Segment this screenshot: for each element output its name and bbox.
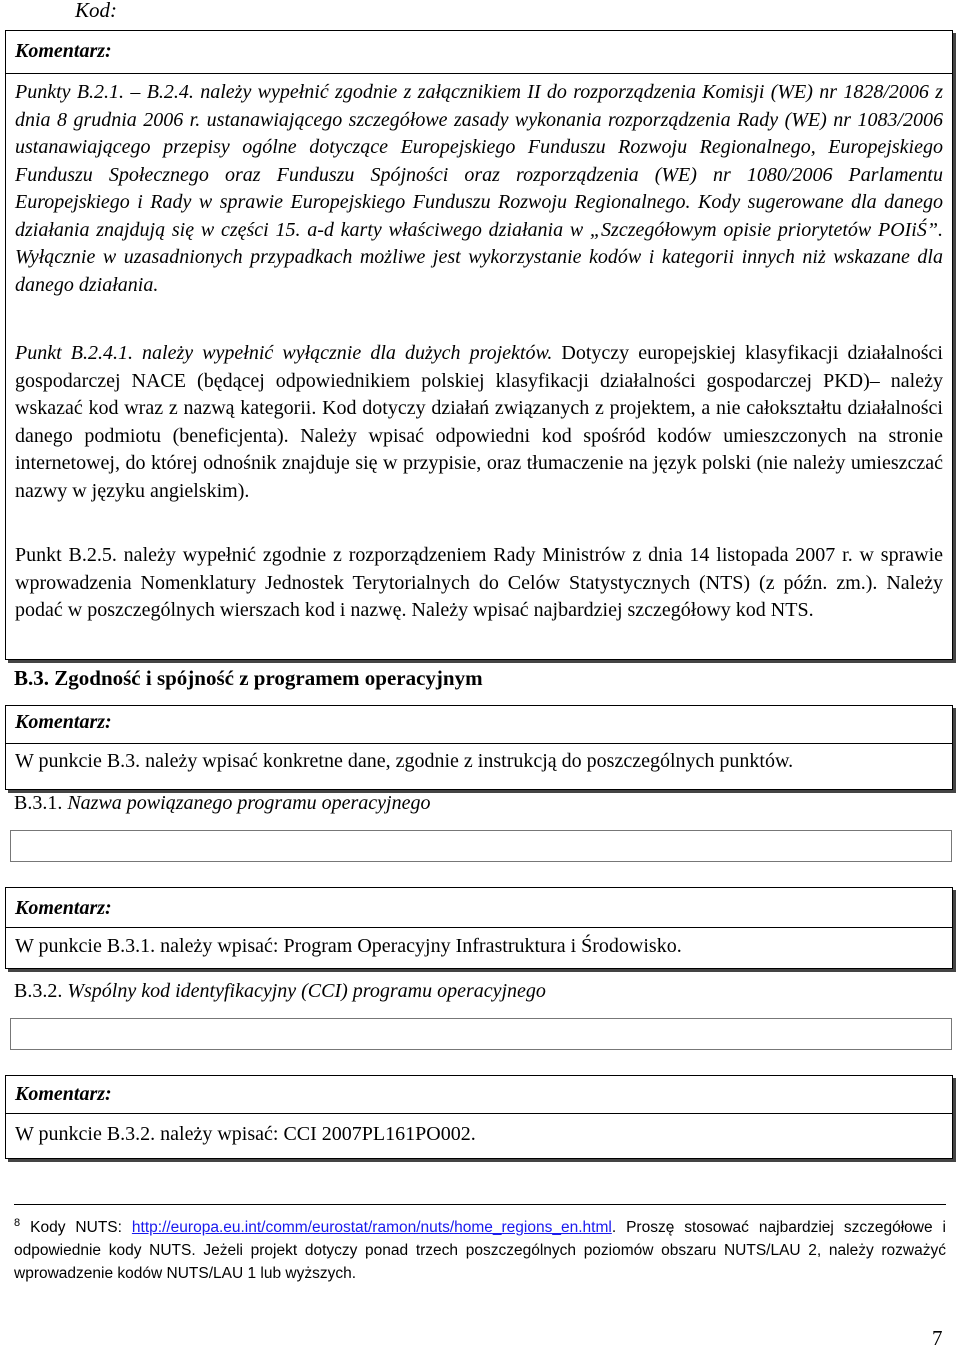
- comment-text: W punkcie B.3. należy wpisać konkretne dane, zgodnie z instrukcją do poszczególnych punktów.: [15, 750, 794, 772]
- footnote-prefix: Kody NUTS:: [30, 1219, 132, 1236]
- paragraph-b25: Punkt B.2.5. należy wypełnić zgodnie z rozporządzeniem Rady Ministrów z dnia 14 listopada 2007 r. w sprawie wprowadzenia Nomenklatury Jednostek Terytorialnych do Celów Statystycznych (NTS) (z późn. zm.). Należy podać w poszczególnych wierszach kod i nazwę. Należy wpisać najbardziej szczegółowy kod NTS.: [15, 544, 943, 621]
- divider: [6, 73, 952, 74]
- field-number: B.3.1.: [14, 792, 68, 814]
- comment-label: Komentarz:: [15, 897, 112, 919]
- section-heading-b3: B.3. Zgodność i spójność z programem operacyjnym: [14, 666, 483, 690]
- field-title-b32: [14, 980, 546, 1003]
- comment-box-b31: [5, 887, 953, 969]
- comment-label: Komentarz:: [15, 1083, 112, 1105]
- field-title: Nazwa powiązanego programu operacyjnego: [67, 792, 431, 814]
- page-number: 7: [932, 1326, 943, 1350]
- field-title: Wspólny kod identyfikacyjny (CCI) programu operacyjnego: [67, 980, 546, 1002]
- comment-box-b32: [5, 1075, 953, 1159]
- footnote: [14, 1212, 946, 1285]
- comment-label: Komentarz:: [15, 711, 112, 733]
- footnote-text: . Proszę stosować najbardziej szczegółowe i odpowiednie kody NUTS. Jeżeli projekt dotyczy ponad trzech poszczególnych poziomów obszaru NUTS/LAU 2, należy rozważyć wprowadzenie kodów NUTS/LAU 1 lub wyższych.: [14, 1219, 946, 1282]
- comment-box-b3: [5, 705, 953, 790]
- paragraph-b241-italic: Punkt B.2.4.1. należy wypełnić wyłącznie dla dużych projektów.: [15, 342, 553, 364]
- paragraph-b241-rest: Dotyczy europejskiej klasyfikacji działalności gospodarczej NACE (będącej odpowiednikiem polskiej klasyfikacji działalności gospodarczej PKD)– należy wskazać kod wraz z nazwą kategorii. Kod dotyczy działań związanych z projektem, a nie całokształtu działalności danego podmiotu (beneficjenta). Należy wpisać odpowiedni kod spośród kodów umieszczonych na stronie internetowej, do której odnośnik znajduje się w przypisie, oraz tłumaczenie na język polski (nie należy umieszczać nazwy w języku angielskim).: [15, 342, 943, 502]
- field-title-b31: [14, 792, 430, 815]
- footnote-separator: [14, 1204, 946, 1205]
- field-number: B.3.2.: [14, 980, 68, 1002]
- comment-text: W punkcie B.3.2. należy wpisać: CCI 2007PL161PO002.: [15, 1123, 476, 1145]
- kod-label: Kod:: [75, 0, 117, 22]
- comment-label: Komentarz:: [15, 40, 112, 62]
- divider: [6, 927, 952, 928]
- operational-programme-name-field[interactable]: [10, 830, 952, 862]
- comment-text: W punkcie B.3.1. należy wpisać: Program Operacyjny Infrastruktura i Środowisko.: [15, 935, 682, 957]
- divider: [6, 1113, 952, 1114]
- cci-code-field[interactable]: [10, 1018, 952, 1050]
- footnote-number: 8: [14, 1217, 21, 1229]
- divider: [6, 743, 952, 744]
- paragraph-b21-b24: Punkty B.2.1. – B.2.4. należy wypełnić zgodnie z załącznikiem II do rozporządzenia Komisji (WE) nr 1828/2006 z dnia 8 grudnia 2006 r. ustanawiającego szczegółowe zasady wykonania rozporządzenia Rady (WE) nr 1083/2006 ustanawiającego przepisy ogólne dotyczące Europejskiego Funduszu Rozwoju Regionalnego, Europejskiego Funduszu Społecznego oraz Funduszu Spójności oraz rozporządzenia (WE) nr 1080/2006 Parlamentu Europejskiego i Rady w sprawie Europejskiego Funduszu Rozwoju Regionalnego. Kody sugerowane dla danego działania znajdują się w części 15. a-d karty właściwego działania w „Szczegółowym opisie priorytetów POIiŚ”. Wyłącznie w uzasadnionych przypadkach możliwe jest wykorzystanie kodów i kategorii innych niż wskazane dla danego działania.: [15, 81, 943, 296]
- paragraph-b241: [15, 340, 943, 505]
- nuts-link[interactable]: http://europa.eu.int/comm/eurostat/ramon/nuts/home_regions_en.html: [131, 1219, 612, 1236]
- comment-box-b2: [5, 30, 953, 660]
